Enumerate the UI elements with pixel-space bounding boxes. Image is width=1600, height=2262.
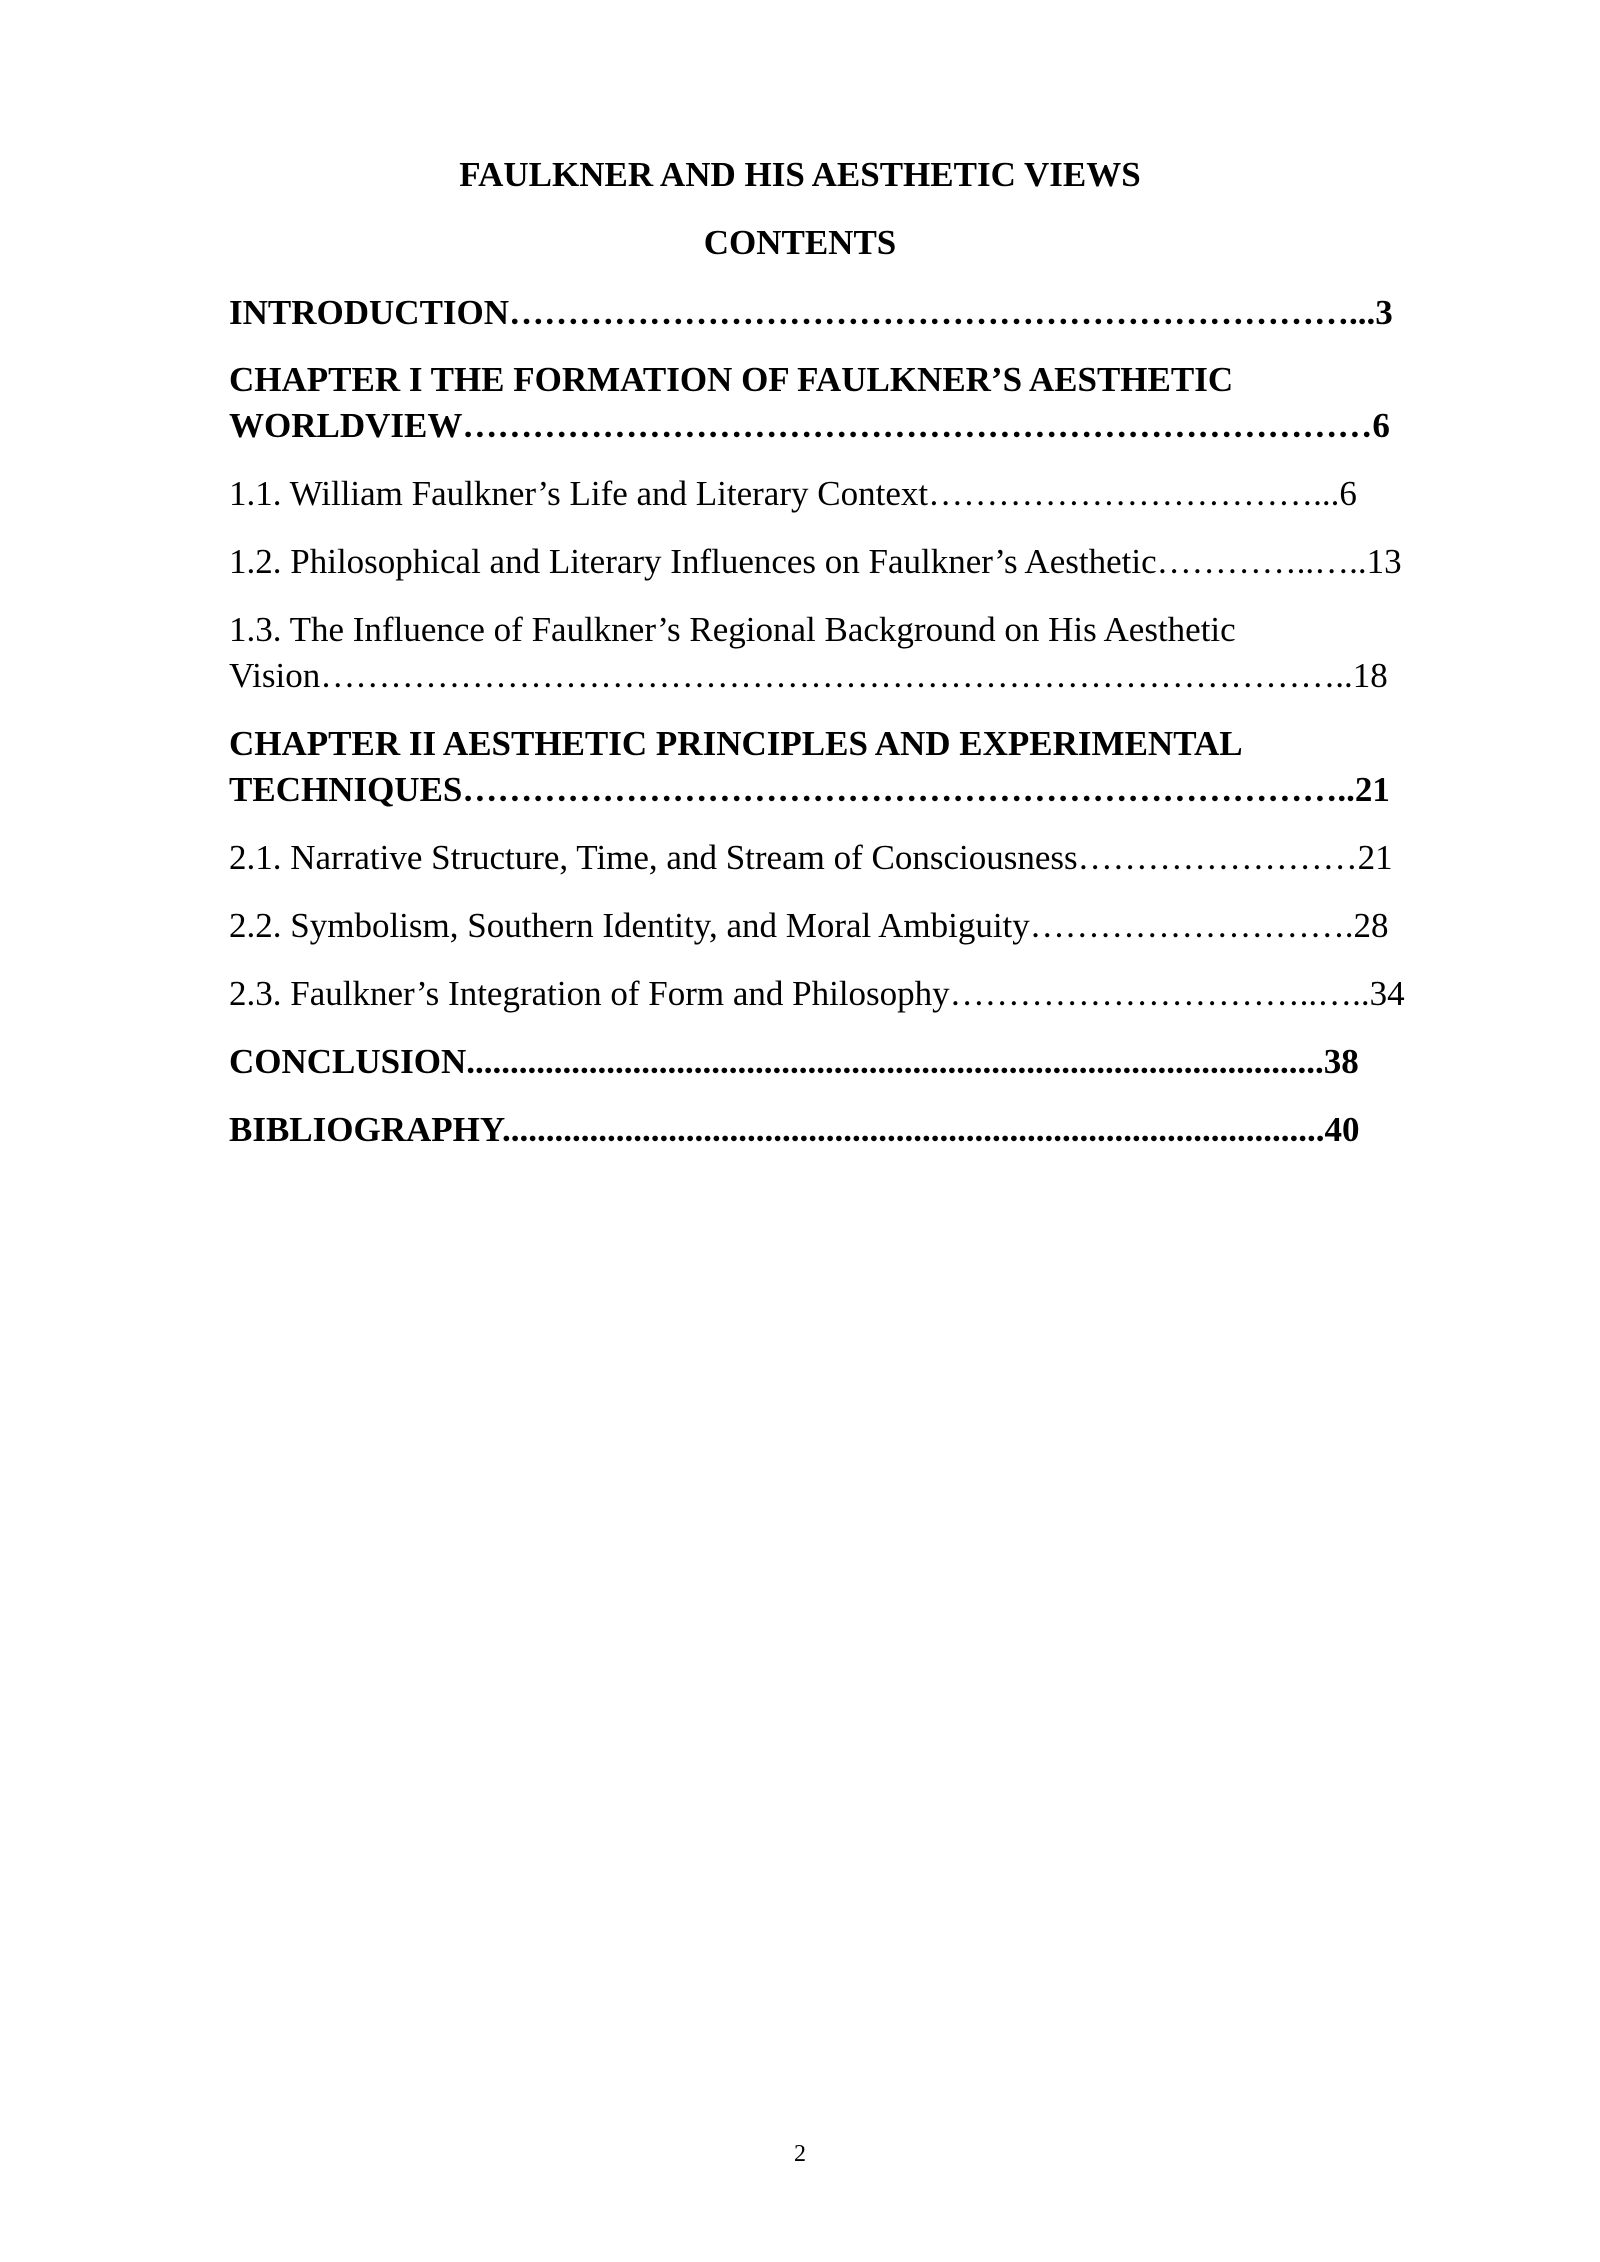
page-number: 2 bbox=[794, 2141, 806, 2167]
contents-heading: CONTENTS bbox=[703, 223, 897, 262]
toc-entry-line: BIBLIOGRAPHY..............................................................................................40 bbox=[229, 1110, 1360, 1149]
toc-entry-section-1-2[interactable] bbox=[229, 539, 1484, 585]
toc-entry-line: INTRODUCTION………………………………………………………………...3 bbox=[229, 293, 1393, 332]
toc-entry-line: 2.3. Faulkner’s Integration of Form and Philosophy…………………………..…..34 bbox=[229, 974, 1405, 1013]
toc-entry-chapter-1[interactable] bbox=[229, 357, 1484, 449]
toc-entry-line: Vision……………………………………………………………………………..18 bbox=[229, 656, 1388, 695]
toc-entry-line: 1.3. The Influence of Faulkner’s Regional Background on His Aesthetic bbox=[229, 610, 1236, 649]
toc-entry-section-2-2[interactable] bbox=[229, 903, 1484, 949]
toc-entry-line: TECHNIQUES…………………………………………………………………..21 bbox=[229, 770, 1390, 809]
toc-entry-line: 2.2. Symbolism, Southern Identity, and Moral Ambiguity……………………….28 bbox=[229, 906, 1389, 945]
toc-entry-line: 1.2. Philosophical and Literary Influences on Faulkner’s Aesthetic…………..…..13 bbox=[229, 542, 1402, 581]
toc-entry-line: 2.1. Narrative Structure, Time, and Stream of Consciousness……………………21 bbox=[229, 838, 1393, 877]
document-title: FAULKNER AND HIS AESTHETIC VIEWS bbox=[459, 155, 1141, 194]
toc-entry-section-2-3[interactable] bbox=[229, 971, 1484, 1017]
toc-entry-line: CHAPTER I THE FORMATION OF FAULKNER’S AESTHETIC bbox=[229, 360, 1234, 399]
toc-entry-section-1-3[interactable] bbox=[229, 607, 1484, 699]
toc-entry-line: 1.1. William Faulkner’s Life and Literary Context……………………………...6 bbox=[229, 474, 1357, 513]
toc-entry-section-2-1[interactable] bbox=[229, 835, 1484, 881]
toc-entry-bibliography[interactable] bbox=[229, 1107, 1484, 1153]
toc-entry-line: CONCLUSION..................................................................................................38 bbox=[229, 1042, 1359, 1081]
toc-entry-line: CHAPTER II AESTHETIC PRINCIPLES AND EXPERIMENTAL bbox=[229, 724, 1243, 763]
toc-entry-section-1-1[interactable] bbox=[229, 471, 1484, 517]
toc-entry-line: WORLDVIEW……………………………………………………………………6 bbox=[229, 406, 1390, 445]
toc-entry-chapter-2[interactable] bbox=[229, 721, 1484, 813]
toc-entry-introduction[interactable] bbox=[229, 290, 1484, 336]
toc-entry-conclusion[interactable] bbox=[229, 1039, 1484, 1085]
